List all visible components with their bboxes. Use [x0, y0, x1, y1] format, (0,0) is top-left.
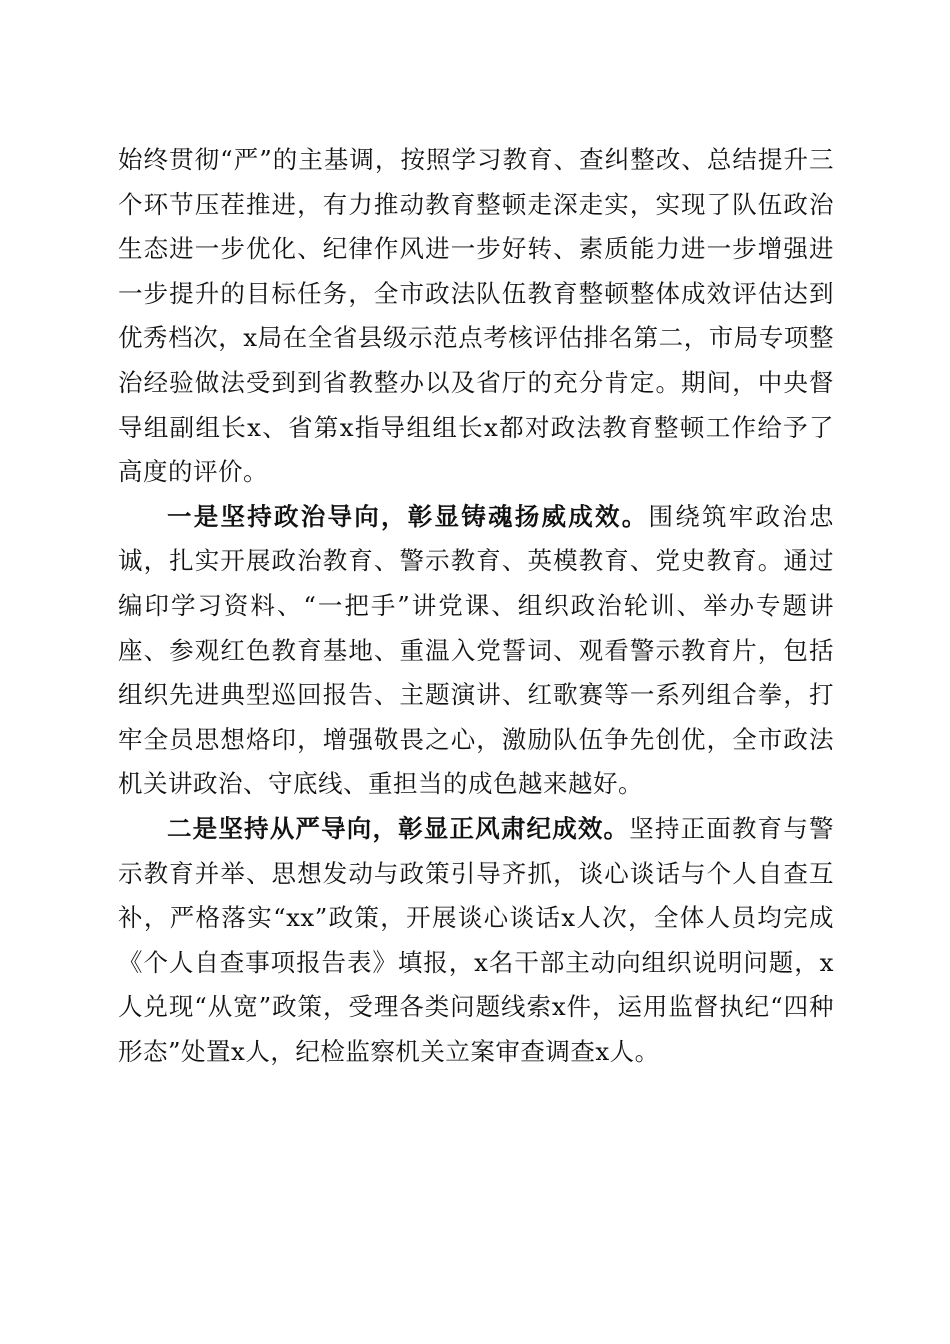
paragraph-political-guidance-heading: 一是坚持政治导向，彰显铸魂扬威成效。 [167, 501, 649, 531]
paragraph-strict-discipline [118, 807, 834, 1075]
paragraph-summary-text: 始终贯彻“严”的主基调，按照学习教育、查纠整改、总结提升三个环节压茬推进，有力推动教育整顿走深走实，实现了队伍政治生态进一步优化、纪律作风进一步好转、素质能力进一步增强进一步提升的目标任务，全市政法队伍教育整顿整体成效评估达到优秀档次，x局在全省县级示范点考核评估排名第二，市局专项整治经验做法受到到省教整办以及省厅的充分肯定。期间，中央督导组副组长x、省第x指导组组长x都对政法教育整顿工作给予了高度的评价。 [118, 145, 834, 487]
paragraph-summary [118, 138, 834, 495]
paragraph-strict-discipline-text: 坚持正面教育与警示教育并举、思想发动与政策引导齐抓，谈心谈话与个人自查互补，严格落实“xx”政策，开展谈心谈话x人次，全体人员均完成《个人自查事项报告表》填报，x名干部主动向组织说明问题，x人兑现“从宽”政策，受理各类问题线索x件，运用监督执纪“四种形态”处置x人，纪检监察机关立案审查调查x人。 [118, 813, 835, 1066]
paragraph-political-guidance [118, 495, 834, 807]
paragraph-political-guidance-text: 围绕筑牢政治忠诚，扎实开展政治教育、警示教育、英模教育、党史教育。通过编印学习资料、“一把手”讲党课、组织政治轮训、举办专题讲座、参观红色教育基地、重温入党誓词、观看警示教育片，包括组织先进典型巡回报告、主题演讲、红歌赛等一系列组合拳，打牢全员思想烙印，增强敬畏之心，激励队伍争先创优，全市政法机关讲政治、守底线、重担当的成色越来越好。 [118, 501, 834, 799]
document-body [118, 138, 834, 1074]
paragraph-strict-discipline-heading: 二是坚持从严导向，彰显正风肃纪成效。 [167, 813, 630, 843]
